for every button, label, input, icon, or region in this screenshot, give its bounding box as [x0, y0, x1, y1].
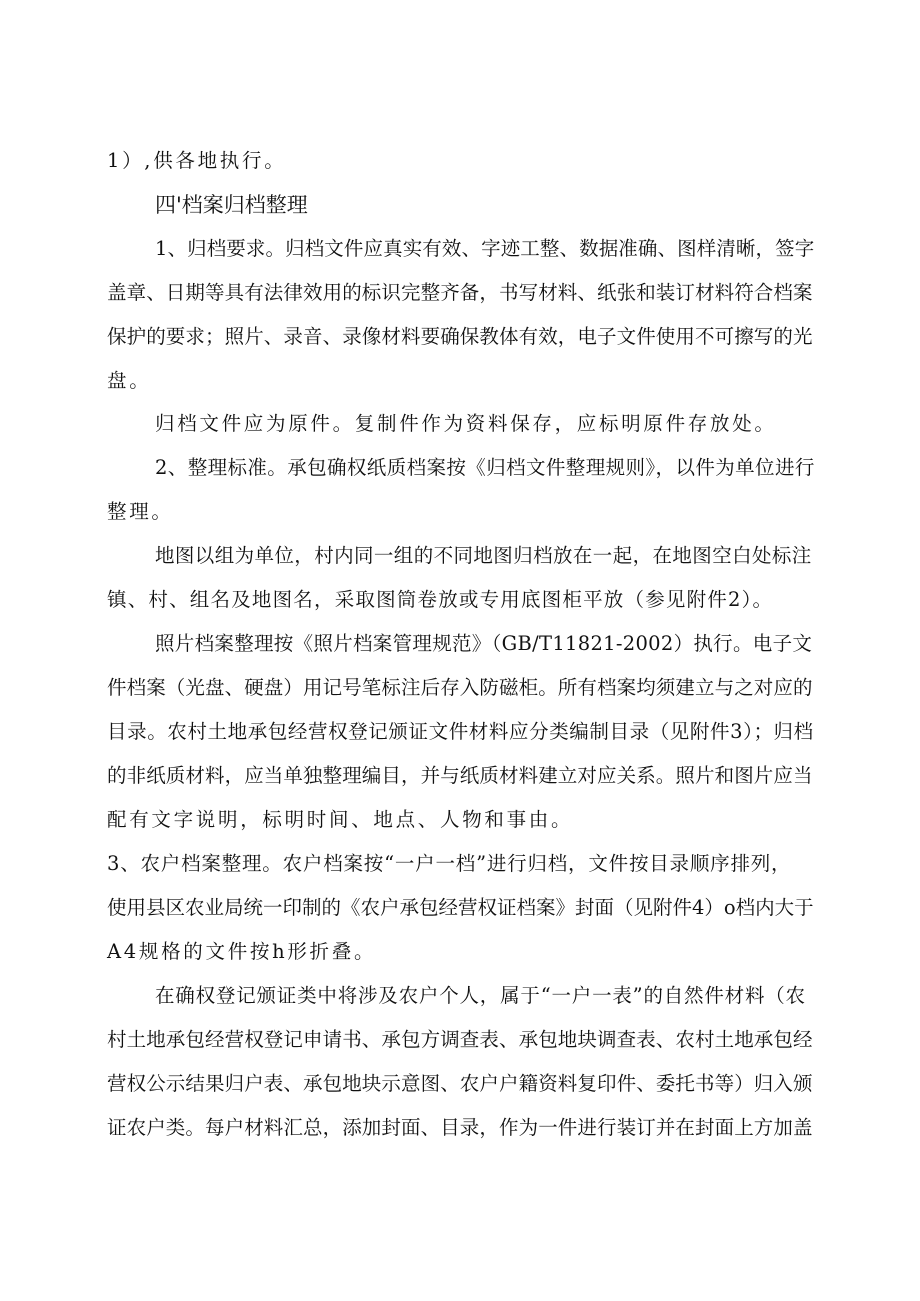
paragraph-line: 镇、村、组名及地图名，采取图筒卷放或专用底图柜平放（参见附件2）。 — [107, 588, 774, 611]
paragraph-line: 3、农户档案整理。农户档案按“一户一档”进行归档，文件按目录顺序排列， — [107, 852, 792, 875]
paragraph-line: 盖章、日期等具有法律效用的标识完整齐备，书写材料、纸张和装订材料符合档案 — [107, 281, 813, 304]
paragraph-line: 的非纸质材料，应当单独整理编目，并与纸质材料建立对应关系。照片和图片应当 — [107, 764, 813, 787]
paragraph-line: 保护的要求；照片、录音、录像材料要确保教体有效，电子文件使用不可擦写的光 — [107, 325, 813, 348]
section-heading: 四'档案归档整理 — [155, 193, 308, 217]
paragraph-line: 盘。 — [107, 369, 152, 392]
paragraph-line: 目录。农村土地承包经营权登记颁证文件材料应分类编制目录（见附件3）；归档 — [107, 720, 814, 743]
paragraph-line: 证农户类。每户材料汇总，添加封面、目录，作为一件进行装订并在封面上方加盖 — [107, 1116, 813, 1139]
paragraph-line: 配有文字说明，标明时间、地点、人物和事由。 — [107, 808, 574, 831]
paragraph-line: 营权公示结果归户表、承包地块示意图、农户户籍资料复印件、委托书等）归入颁 — [107, 1072, 813, 1095]
paragraph-line: 使用县区农业局统一印制的《农户承包经营权证档案》封面（见附件4）o档内大于 — [107, 896, 814, 919]
paragraph-line: 件档案（光盘、硬盘）用记号笔标注后存入防磁柜。所有档案均须建立与之对应的 — [107, 676, 813, 699]
paragraph-line: 2、整理标准。承包确权纸质档案按《归档文件整理规则》，以件为单位进行 — [155, 456, 815, 479]
text-line-continuation: 1）,供各地执行。 — [107, 149, 287, 172]
paragraph-line: 照片档案整理按《照片档案管理规范》（GB/T11821-2002）执行。电子文 — [155, 632, 813, 655]
paragraph-line: 1、归档要求。归档文件应真实有效、字迹工整、数据准确、图样清晰，签字 — [155, 237, 815, 260]
paragraph-line: 整理。 — [107, 500, 174, 523]
paragraph-line: 村土地承包经营权登记申请书、承包方调查表、承包地块调查表、农村土地承包经 — [107, 1028, 813, 1051]
paragraph-line: A4规格的文件按h形折叠。 — [107, 940, 377, 963]
paragraph-line: 在确权登记颁证类中将涉及农户个人，属于“一户一表”的自然件材料（农 — [155, 984, 806, 1007]
paragraph-line: 地图以组为单位，村内同一组的不同地图归档放在一起，在地图空白处标注 — [155, 544, 812, 567]
paragraph-line: 归档文件应为原件。复制件作为资料保存，应标明原件存放处。 — [155, 412, 777, 435]
